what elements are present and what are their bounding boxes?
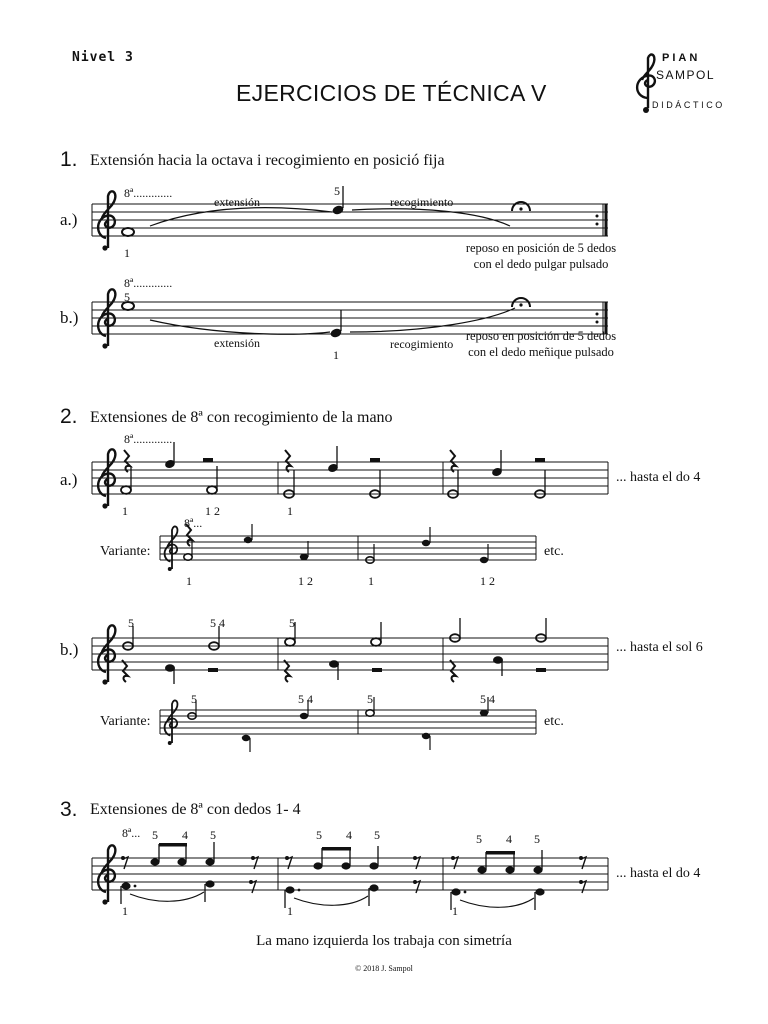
- s3-m2-finger-5a: 5: [316, 828, 322, 842]
- page-title: EJERCICIOS DE TÉCNICA V: [236, 80, 547, 106]
- s2b-var-label: Variante:: [100, 714, 151, 729]
- s1b-recogimiento: recogimiento: [390, 337, 454, 351]
- s2a-hasta: ... hasta el do 4: [616, 470, 701, 485]
- s2b-var-finger-3: 5: [367, 692, 373, 706]
- s3-m1-finger-5a: 5: [152, 828, 158, 842]
- s2a-var-octave: 8ª...: [184, 516, 203, 530]
- s1a-extension: extensión: [214, 195, 260, 209]
- s1b-finger-bottom: 1: [333, 348, 339, 362]
- s3-m2-finger-1: 1: [287, 904, 293, 918]
- s3-m3-finger-5b: 5: [534, 832, 540, 846]
- logo-text-didactico: DIDÁCTICO: [652, 100, 725, 110]
- s2b-finger-1: 5: [128, 616, 134, 630]
- s2a-finger-2: 1 2: [205, 504, 220, 518]
- section-2-number: 2.: [60, 405, 78, 428]
- s2a-var-label: Variante:: [100, 544, 151, 559]
- s2a-finger-1: 1: [122, 504, 128, 518]
- s2a-label: a.): [60, 470, 78, 489]
- s1a-note-line2: con el dedo pulgar pulsado: [473, 257, 609, 271]
- copyright: © 2018 J. Sampol: [355, 964, 413, 973]
- s1b-label: b.): [60, 308, 79, 327]
- s3-m2-finger-4: 4: [346, 828, 352, 842]
- s1a-finger-bottom: 1: [124, 246, 130, 260]
- s2a-var-finger-3: 1: [368, 574, 374, 588]
- s2b-var-finger-2: 5 4: [298, 692, 313, 706]
- s3-m3-finger-5a: 5: [476, 832, 482, 846]
- s1b-note-line1: reposo en posición de 5 dedos: [465, 329, 617, 343]
- level-label: Nivel 3: [72, 50, 134, 65]
- section-3-title: Extensiones de 8ª con dedos 1- 4: [90, 801, 301, 818]
- s3-m1-finger-4: 4: [182, 828, 188, 842]
- s1a-finger-top: 5: [334, 184, 340, 198]
- s1b-extension: extensión: [214, 336, 260, 350]
- s2b-hasta: ... hasta el sol 6: [616, 640, 703, 655]
- s2b-var-finger-4: 5 4: [480, 692, 495, 706]
- footer-note: La mano izquierda los trabaja con simetría: [256, 933, 512, 949]
- s2b-label: b.): [60, 640, 79, 659]
- s3-octave: 8ª...: [122, 826, 141, 840]
- logo-text-pian: PIAN: [662, 52, 701, 64]
- staff-2a-variante: [160, 536, 536, 560]
- s2b-finger-3: 5: [289, 616, 295, 630]
- s3-m1-finger-1: 1: [122, 904, 128, 918]
- logo-text-sampol: SAMPOL: [656, 68, 716, 82]
- section-1-title: Extensión hacia la octava i recogimiento en posició fija: [90, 152, 445, 169]
- s1b-note: [462, 328, 620, 360]
- section-3-number: 3.: [60, 798, 78, 821]
- s3-m2-finger-5b: 5: [374, 828, 380, 842]
- s2a-var-etc: etc.: [544, 544, 564, 559]
- s1a-recogimiento: recogimiento: [390, 195, 454, 209]
- s3-m1-finger-5b: 5: [210, 828, 216, 842]
- s2b-finger-2: 5 4: [210, 616, 225, 630]
- s2a-finger-3: 1: [287, 504, 293, 518]
- s1b-note-line2: con el dedo meñique pulsado: [468, 345, 614, 359]
- s1a-label: a.): [60, 210, 78, 229]
- s2a-var-finger-4: 1 2: [480, 574, 495, 588]
- s1a-note: [462, 240, 620, 272]
- s1a-octave: 8ª.............: [124, 186, 173, 200]
- s1b-octave: 8ª.............: [124, 276, 173, 290]
- s1b-finger-top: 5: [124, 290, 130, 304]
- staff-2b-variante: [160, 710, 536, 734]
- s2b-var-etc: etc.: [544, 714, 564, 729]
- s2a-var-finger-1: 1: [186, 574, 192, 588]
- s3-hasta: ... hasta el do 4: [616, 866, 701, 881]
- s2a-octave: 8ª.............: [124, 432, 173, 446]
- section-2-title: Extensiones de 8ª con recogimiento de la mano: [90, 409, 393, 426]
- section-1-number: 1.: [60, 148, 78, 171]
- s2b-var-finger-1: 5: [191, 692, 197, 706]
- s3-m3-finger-4: 4: [506, 832, 512, 846]
- s2a-var-finger-2: 1 2: [298, 574, 313, 588]
- s3-m3-finger-1: 1: [452, 904, 458, 918]
- s1a-note-line1: reposo en posición de 5 dedos: [465, 241, 617, 255]
